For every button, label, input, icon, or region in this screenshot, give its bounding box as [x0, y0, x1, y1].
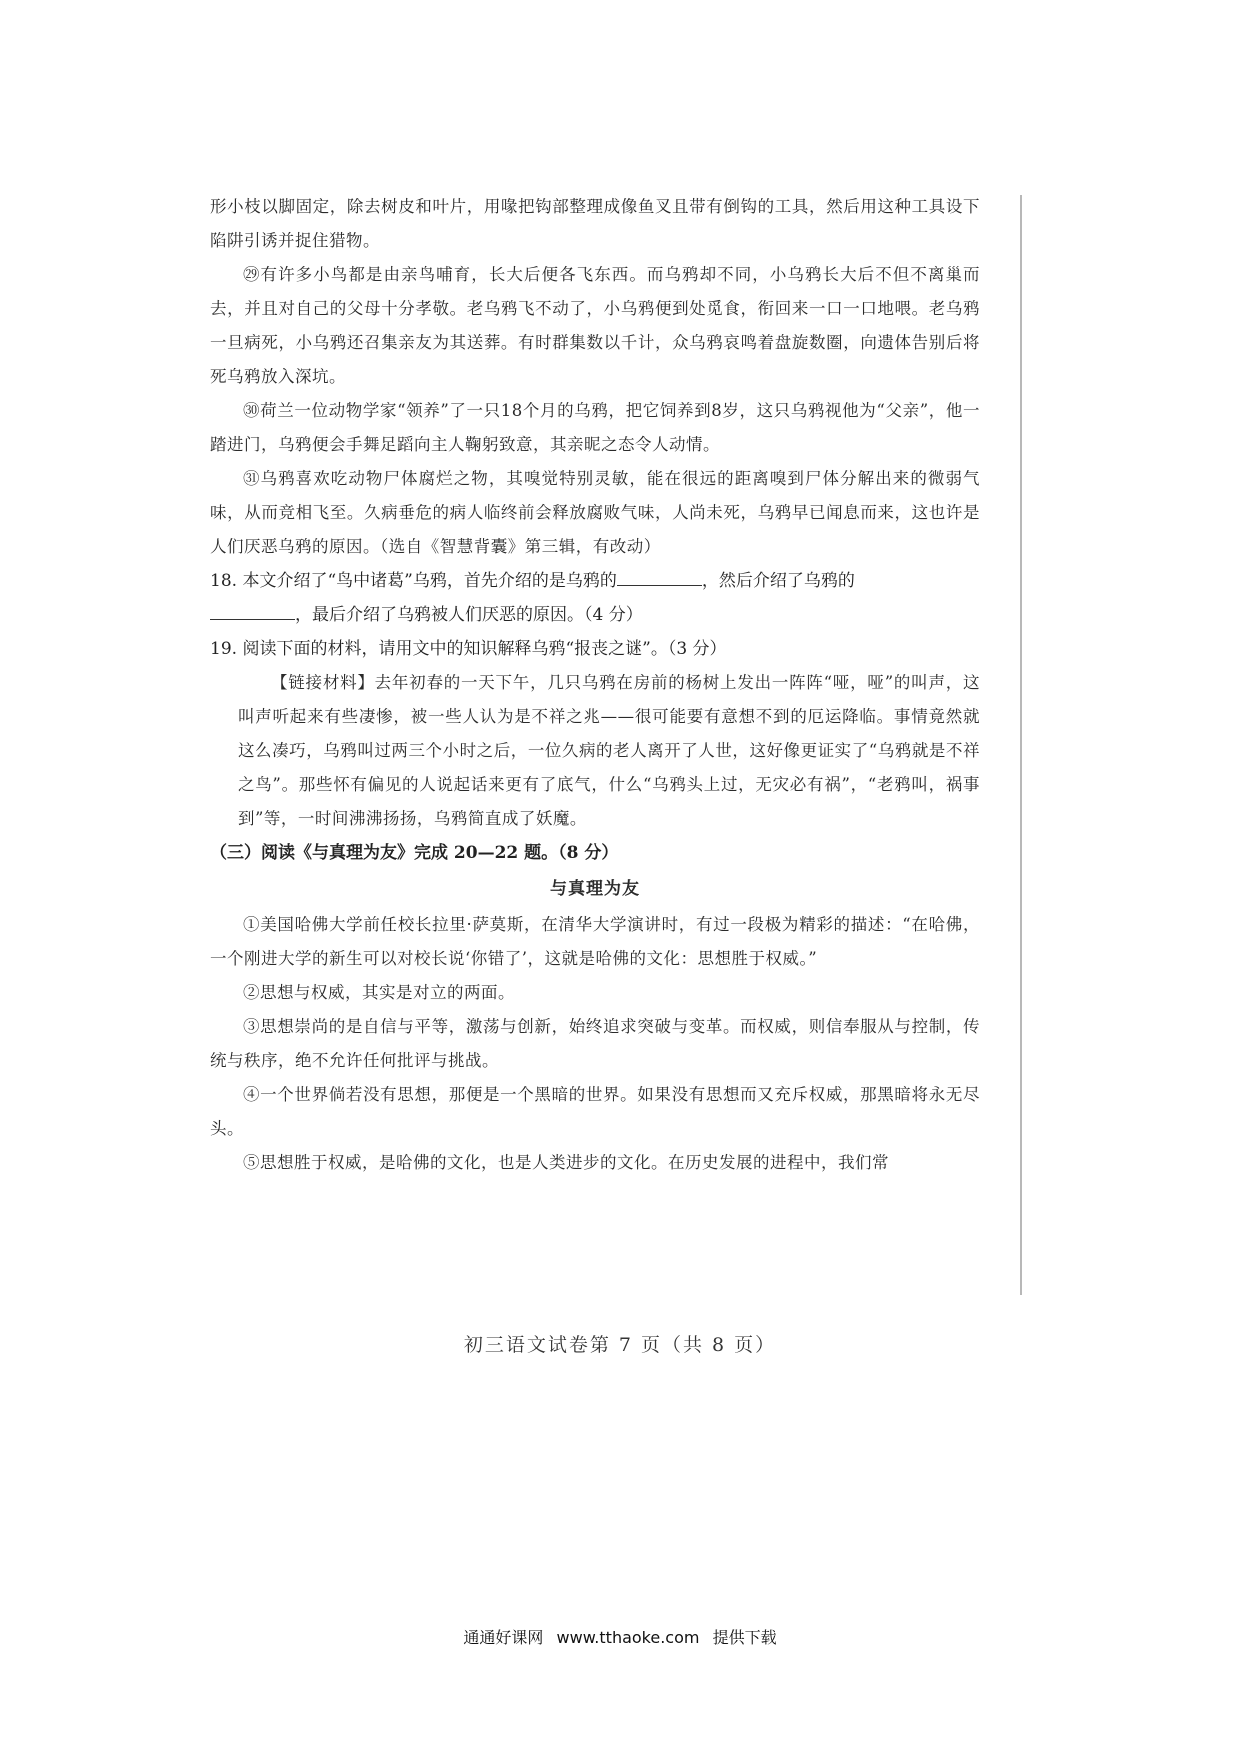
article-paragraph-3: ③思想崇尚的是自信与平等，激荡与创新，始终追求突破与变革。而权威，则信奉服从与控制，传统与秩序，绝不允许任何批评与挑战。 [210, 1017, 980, 1070]
binding-margin-line [1020, 195, 1022, 1295]
section-3-heading: （三）阅读《与真理为友》完成 20—22 题。（8 分） [210, 843, 619, 863]
site-name: 通通好课网 [463, 1628, 544, 1647]
article-paragraph-2: ②思想与权威，其实是对立的两面。 [243, 983, 515, 1002]
question-19: 19. 阅读下面的材料，请用文中的知识解释乌鸦“报丧之谜”。（3 分） [210, 639, 727, 659]
site-url-link[interactable]: www.tthaoke.com [556, 1628, 700, 1647]
article-title: 与真理为友 [550, 879, 640, 899]
article-paragraph-5: ⑤思想胜于权威，是哈佛的文化，也是人类进步的文化。在历史发展的进程中，我们常 [243, 1153, 889, 1172]
article-paragraph-4: ④一个世界倘若没有思想，那便是一个黑暗的世界。如果没有思想而又充斥权威，那黑暗将永无尽头。 [210, 1085, 980, 1138]
answer-blank-2[interactable] [210, 599, 295, 620]
question-18-part3: ，最后介绍了乌鸦被人们厌恶的原因。（4 分） [295, 605, 643, 625]
article-paragraph-1: ①美国哈佛大学前任校长拉里·萨莫斯，在清华大学演讲时，有过一段极为精彩的描述：“在哈佛，一个刚进大学的新生可以对校长说‘你错了’，这就是哈佛的文化：思想胜于权威。” [210, 915, 980, 968]
page-number-footer: 初三语文试卷第 7 页（共 8 页） [463, 1334, 777, 1356]
question-18-part1: 18. 本文介绍了“鸟中诸葛”乌鸦，首先介绍的是乌鸦的 [210, 571, 617, 591]
answer-blank-1[interactable] [617, 565, 702, 586]
paragraph-continued: 形小枝以脚固定，除去树皮和叶片，用喙把钩部整理成像鱼叉且带有倒钩的工具，然后用这种工具设下陷阱引诱并捉住猎物。 [210, 197, 980, 250]
paragraph-29: ㉙有许多小鸟都是由亲鸟哺育，长大后便各飞东西。而乌鸦却不同，小乌鸦长大后不但不离巢而去，并且对自己的父母十分孝敬。老乌鸦飞不动了，小乌鸦便到处觅食，衔回来一口一口地喂。老乌鸦一旦病死，小乌鸦还召集亲友为其送葬。有时群集数以千计，众乌鸦哀鸣着盘旋数圈，向遗体告别后将死乌鸦放入深坑。 [210, 265, 980, 386]
paragraph-31: ㉛乌鸦喜欢吃动物尸体腐烂之物，其嗅觉特别灵敏，能在很远的距离嗅到尸体分解出来的微弱气味，从而竞相飞至。久病垂危的病人临终前会释放腐败气味，人尚未死，乌鸦早已闻息而来，这也许是人们厌恶乌鸦的原因。（选自《智慧背囊》第三辑，有改动） [210, 469, 980, 556]
page-content [210, 190, 980, 1180]
paragraph-30: ㉚荷兰一位动物学家“领养”了一只18个月的乌鸦，把它饲养到8岁，这只乌鸦视他为“父亲”，他一踏进门，乌鸦便会手舞足蹈向主人鞠躬致意，其亲昵之态令人动情。 [210, 401, 980, 454]
link-material-text: 【链接材料】去年初春的一天下午，几只乌鸦在房前的杨树上发出一阵阵“哑，哑”的叫声，这叫声听起来有些凄惨，被一些人认为是不祥之兆——很可能要有意想不到的厄运降临。事情竟然就这么凑巧，乌鸦叫过两三个小时之后，一位久病的老人离开了人世，这好像更证实了“乌鸦就是不祥之鸟”。那些怀有偏见的人说起话来更有了底气，什么“乌鸦头上过，无灾必有祸”，“老鸦叫，祸事到”等，一时间沸沸扬扬，乌鸦简直成了妖魔。 [238, 673, 980, 828]
site-footer [0, 1625, 1240, 1648]
question-18 [210, 564, 980, 632]
site-note: 提供下载 [712, 1628, 777, 1647]
link-material-block [210, 666, 980, 836]
question-18-part2: ，然后介绍了乌鸦的 [701, 571, 855, 591]
